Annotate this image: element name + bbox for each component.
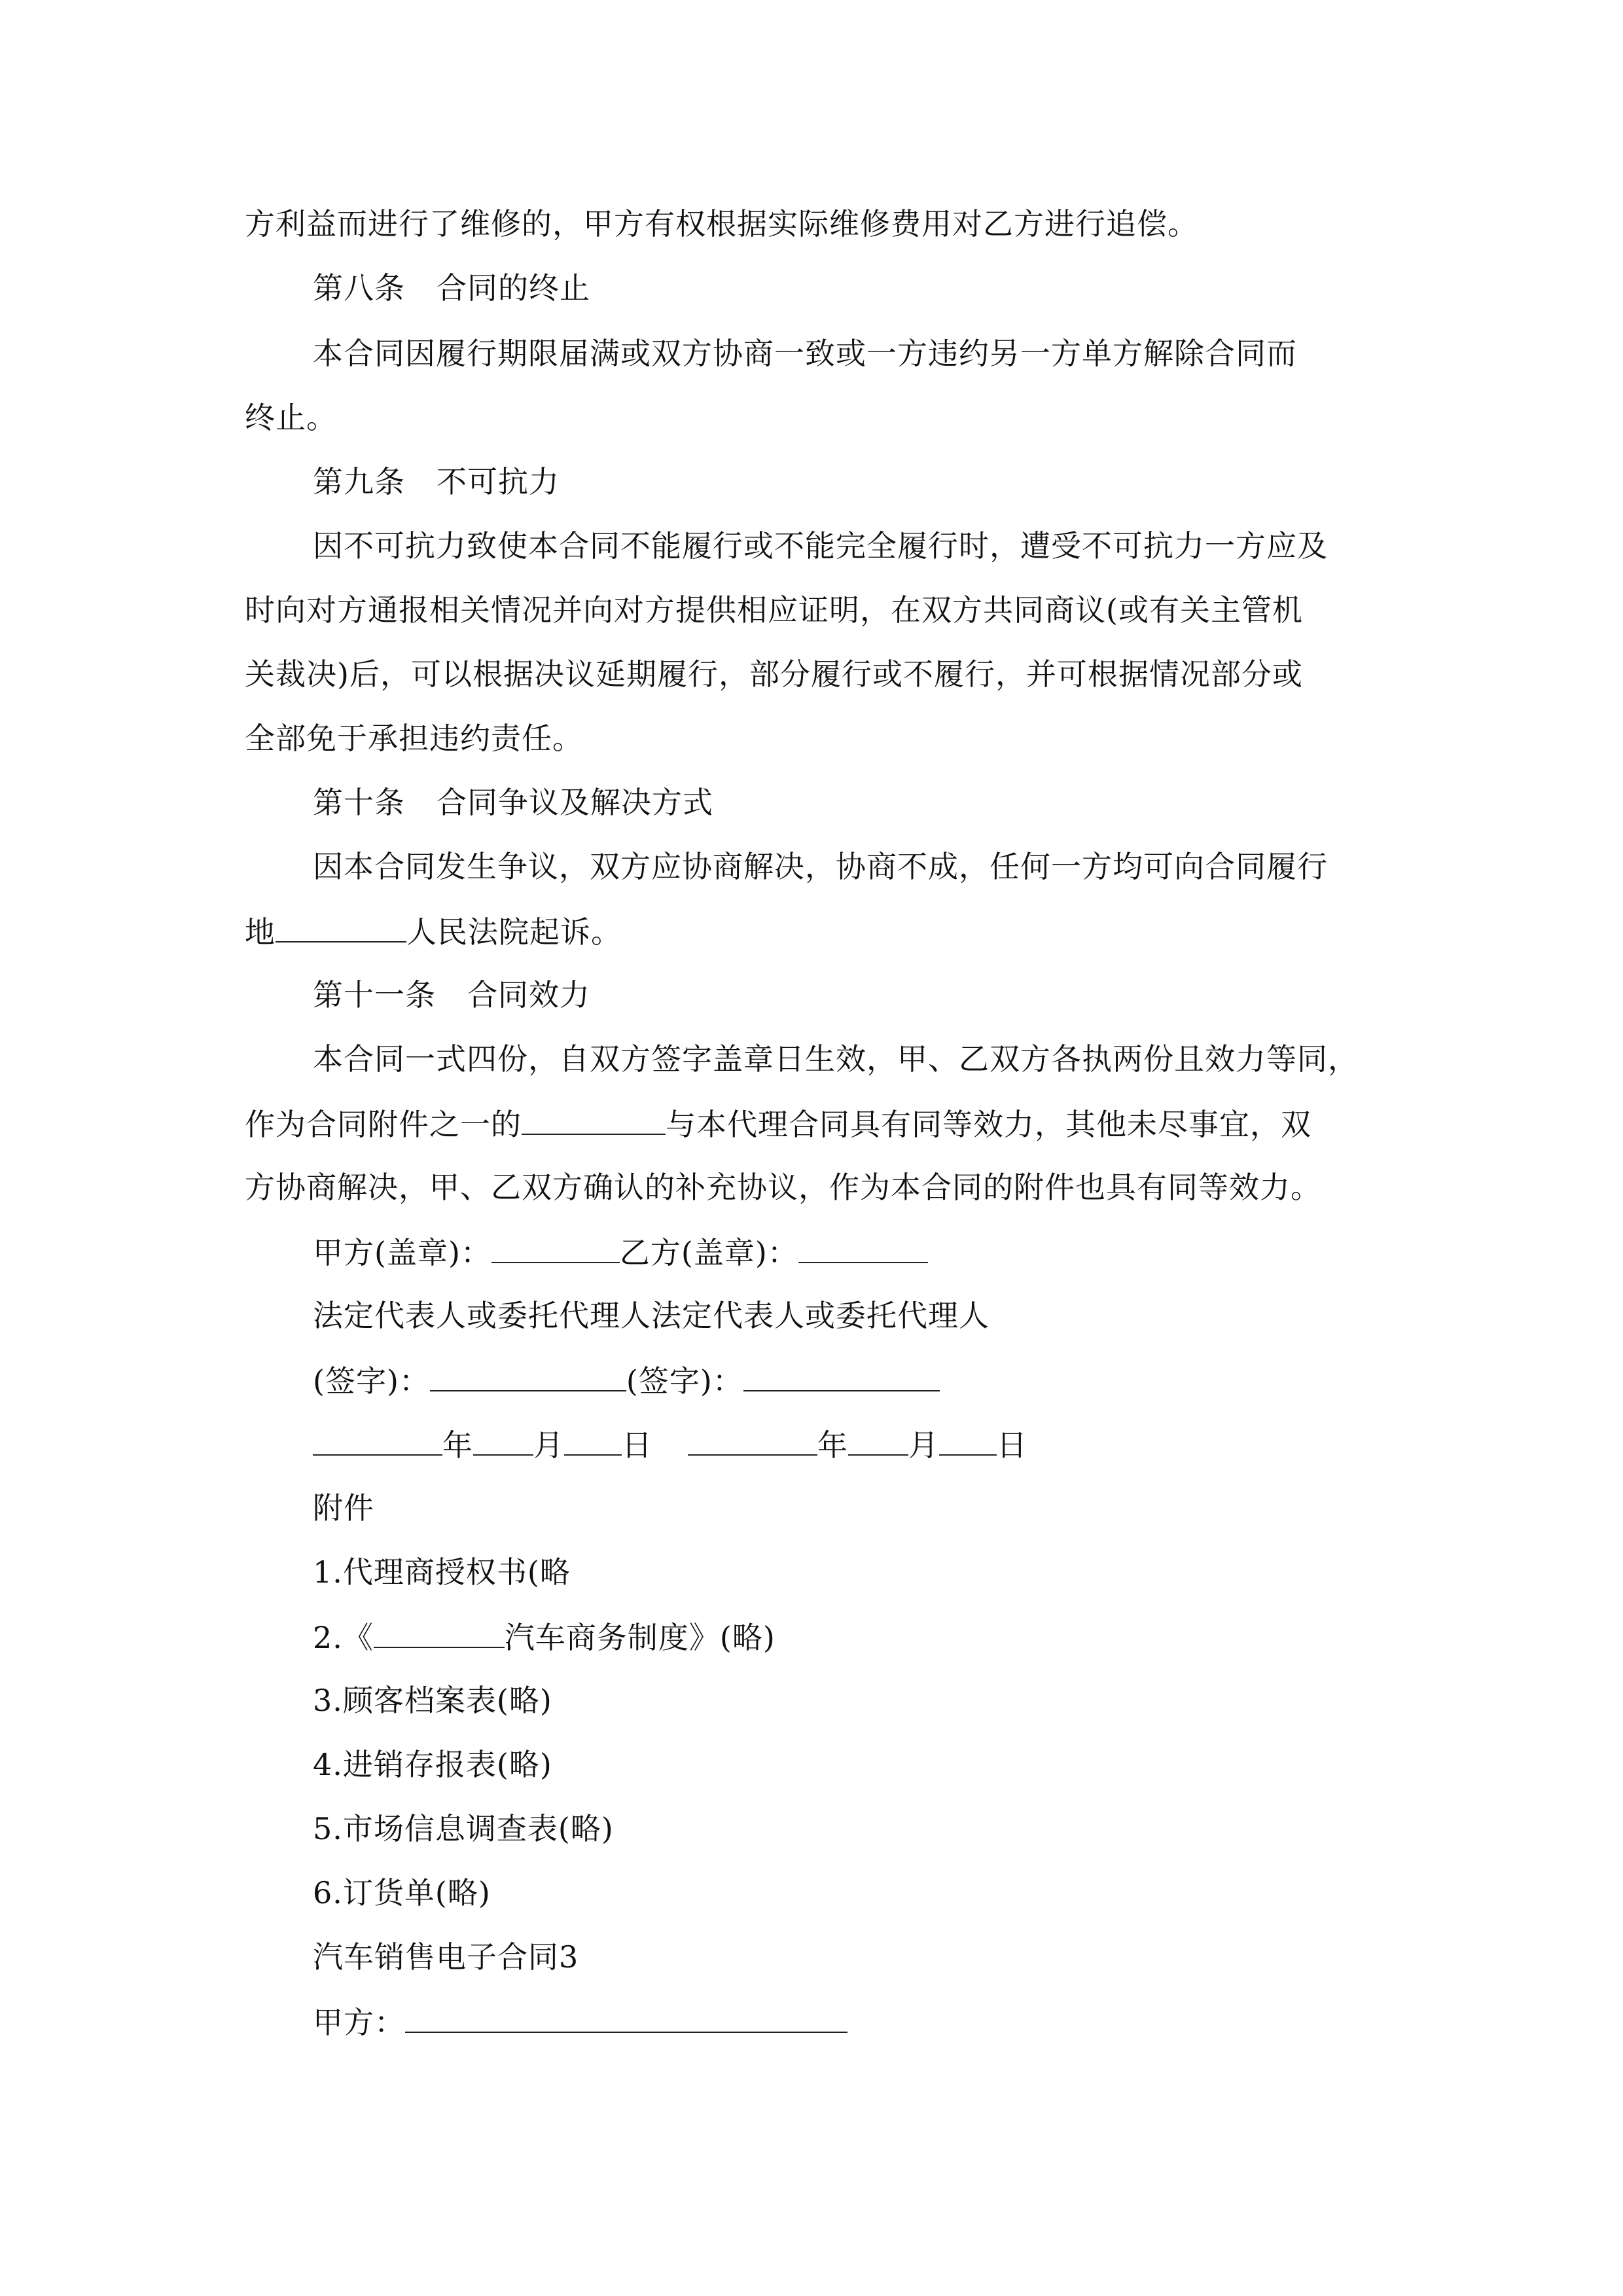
court-blank[interactable] [276, 911, 406, 942]
text: 5.市场信息调查表(略) [313, 1811, 614, 1846]
paragraph-line [245, 204, 1397, 243]
representative-line [313, 1296, 1465, 1335]
attachment-item [313, 1617, 1465, 1657]
article-title: 合同效力 [467, 977, 590, 1013]
attachment-item [313, 1681, 1465, 1720]
text: 法定代表人或委托代理人法定代表人或委托代理人 [313, 1298, 990, 1333]
text: 月 [533, 1427, 564, 1463]
text: 日 [622, 1427, 652, 1463]
text: 方协商解决，甲、乙双方确认的补充协议，作为本合同的附件也具有同等效力。 [245, 1170, 1321, 1205]
year-blank[interactable] [688, 1424, 817, 1456]
paragraph-line [245, 1168, 1397, 1207]
party-b-sign-label: (签字)： [626, 1363, 743, 1399]
text: 方利益而进行了维修的，甲方有权根据实际维修费用对乙方进行追偿。 [245, 206, 1198, 242]
article-number: 第九条 [313, 464, 405, 499]
text: 本合同因履行期限届满或双方协商一致或一方违约另一方单方解除合同而 [313, 336, 1297, 371]
text: 汽车销售电子合同3 [313, 1939, 579, 1975]
text: 3.顾客档案表(略) [313, 1683, 552, 1718]
party-a-sign-blank[interactable] [430, 1360, 626, 1391]
text: 时向对方通报相关情况并向对方提供相应证明，在双方共同商议(或有关主管机 [245, 592, 1303, 628]
article-title: 合同争议及解决方式 [437, 785, 713, 820]
party-b-seal-blank[interactable] [798, 1232, 928, 1263]
text: 汽车商务制度》(略) [504, 1620, 776, 1655]
article-number: 第十条 [313, 785, 405, 820]
year-blank[interactable] [313, 1424, 442, 1456]
paragraph-line [245, 655, 1397, 694]
day-blank[interactable] [564, 1424, 622, 1456]
text: 年 [442, 1427, 473, 1463]
text: 日 [997, 1427, 1027, 1463]
text: 终止。 [245, 400, 337, 435]
attachment-item [313, 1809, 1465, 1848]
party-a-label: 甲方： [313, 2005, 405, 2040]
text: 4.进销存报表(略) [313, 1747, 552, 1782]
text: 作为合同附件之一的 [245, 1107, 522, 1142]
day-blank[interactable] [939, 1424, 997, 1456]
month-blank[interactable] [848, 1424, 908, 1456]
attachment-blank[interactable] [522, 1103, 666, 1135]
text: 地 [245, 914, 276, 950]
paragraph-line [313, 1039, 1465, 1079]
text: 本合同一式四份，自双方签字盖章日生效，甲、乙双方各执两份且效力等同， [313, 1041, 1359, 1077]
article-number: 第八条 [313, 270, 405, 306]
paragraph-line [245, 398, 1397, 437]
party-a-blank[interactable] [405, 2001, 847, 2033]
paragraph-line [245, 590, 1397, 630]
next-contract-title [313, 1937, 1465, 1977]
article-title: 合同的终止 [437, 270, 590, 306]
paragraph-line [245, 1103, 1397, 1144]
attachments-heading [313, 1488, 1465, 1528]
paragraph-line [313, 334, 1465, 373]
text: 人民法院起诉。 [406, 914, 622, 950]
seal-line [313, 1232, 1465, 1272]
article-title: 不可抗力 [437, 464, 560, 499]
text: 因不可抗力致使本合同不能履行或不能完全履行时，遭受不可抗力一方应及 [313, 528, 1328, 564]
party-b-sign-blank[interactable] [743, 1360, 940, 1391]
article-number: 第十一条 [313, 977, 436, 1013]
text: 2.《 [313, 1620, 374, 1655]
text: 1.代理商授权书(略 [313, 1554, 571, 1590]
text: 全部免于承担违约责任。 [245, 721, 583, 756]
text: 年 [817, 1427, 848, 1463]
text: 6.订货单(略) [313, 1875, 491, 1910]
attachment-item [313, 1745, 1465, 1784]
article-10-heading [313, 783, 1465, 822]
brand-blank[interactable] [374, 1617, 505, 1648]
party-a-seal-label: 甲方(盖章)： [313, 1235, 491, 1270]
party-b-seal-label: 乙方(盖章)： [619, 1235, 798, 1270]
signature-line [313, 1360, 1465, 1401]
paragraph-line [313, 526, 1465, 565]
date-line [313, 1424, 1465, 1465]
article-9-heading [313, 462, 1465, 501]
party-a-sign-label: (签字)： [313, 1363, 430, 1399]
party-a-seal-blank[interactable] [491, 1232, 620, 1263]
paragraph-line [245, 719, 1397, 758]
attachment-item [313, 1873, 1465, 1912]
paragraph-line [313, 847, 1465, 886]
text: 附件 [313, 1490, 374, 1526]
attachment-item [313, 1552, 1465, 1592]
party-a-line [313, 2001, 1465, 2042]
month-blank[interactable] [473, 1424, 533, 1456]
paragraph-line [245, 911, 1397, 952]
article-11-heading [313, 975, 1465, 1014]
text: 因本合同发生争议，双方应协商解决，协商不成，任何一方均可向合同履行 [313, 849, 1328, 884]
text: 月 [908, 1427, 939, 1463]
article-8-heading [313, 268, 1465, 308]
text: 关裁决)后，可以根据决议延期履行，部分履行或不履行，并可根据情况部分或 [245, 656, 1303, 692]
text: 与本代理合同具有同等效力，其他未尽事宜，双 [666, 1107, 1311, 1142]
